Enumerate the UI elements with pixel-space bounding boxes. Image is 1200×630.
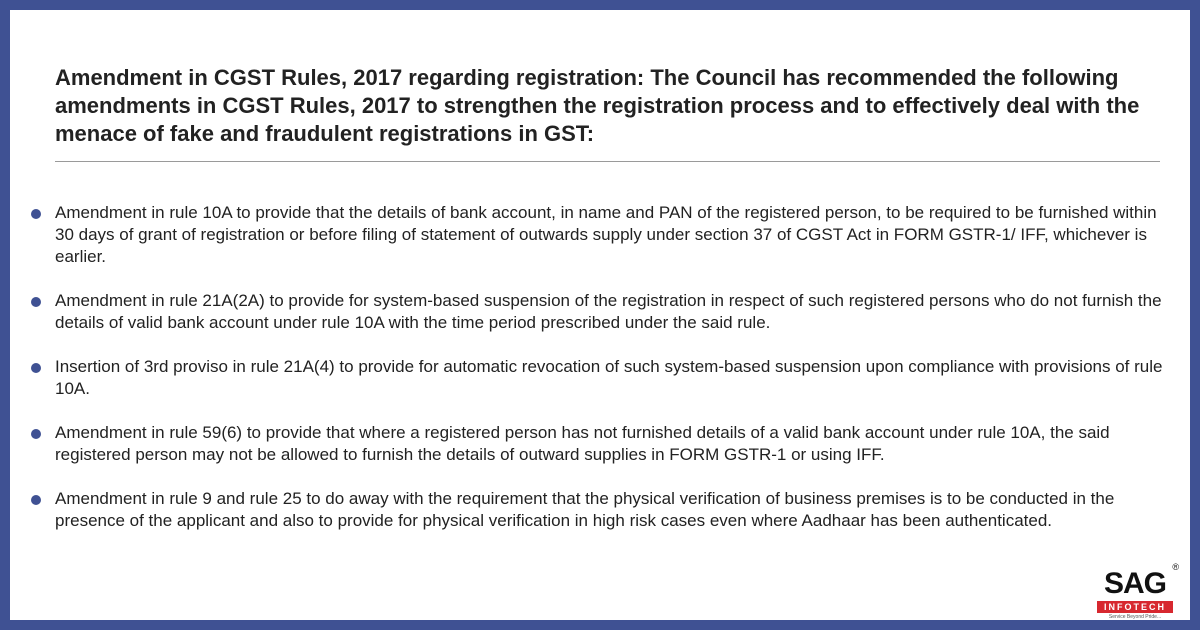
heading-divider (55, 161, 1160, 162)
list-item (10, 356, 1180, 400)
logo-wordmark: SAG (1103, 567, 1166, 600)
bullet-icon (31, 363, 41, 373)
logo-tagline: Service Beyond Pride... (1108, 614, 1162, 620)
content-card (10, 10, 1190, 620)
list-item-text: Amendment in rule 9 and rule 25 to do away with the requirement that the physical verification of business premises is to be conducted in the presence of the applicant and also to provide for physical verification in high risk cases even where Aadhaar has been authenticated. (55, 489, 1115, 530)
registered-mark: ® (1172, 562, 1179, 572)
bullet-icon (31, 429, 41, 439)
sag-infotech-logo (1095, 562, 1179, 620)
logo-bar: INFOTECH (1097, 601, 1173, 613)
page-heading: Amendment in CGST Rules, 2017 regarding registration: The Council has recommended the following amendments in CGST Rules, 2017 to strengthen the registration process and to effectively deal with the menace of fake and fraudulent registrations in GST: (55, 65, 1140, 146)
list-item-text: Amendment in rule 10A to provide that the details of bank account, in name and PAN of the registered person, to be required to be furnished within 30 days of grant of registration or before filing of statement of outwards supply under section 37 of CGST Act in FORM GSTR-1/ IFF, whichever is earlier. (55, 203, 1157, 266)
amendment-list (10, 202, 1180, 554)
bullet-icon (31, 297, 41, 307)
list-item (10, 422, 1180, 466)
list-item-text: Insertion of 3rd proviso in rule 21A(4) to provide for automatic revocation of such system-based suspension upon compliance with provisions of rule 10A. (55, 357, 1163, 398)
list-item (10, 202, 1180, 268)
list-item (10, 488, 1180, 532)
list-item (10, 290, 1180, 334)
list-item-text: Amendment in rule 21A(2A) to provide for system-based suspension of the registration in respect of such registered persons who do not furnish the details of valid bank account under rule 10A with the time period prescribed under the said rule. (55, 291, 1162, 332)
bullet-icon (31, 209, 41, 219)
bullet-icon (31, 495, 41, 505)
list-item-text: Amendment in rule 59(6) to provide that where a registered person has not furnished details of a valid bank account under rule 10A, the said registered person may not be allowed to furnish the details of outward supplies in FORM GSTR-1 or using IFF. (55, 423, 1110, 464)
